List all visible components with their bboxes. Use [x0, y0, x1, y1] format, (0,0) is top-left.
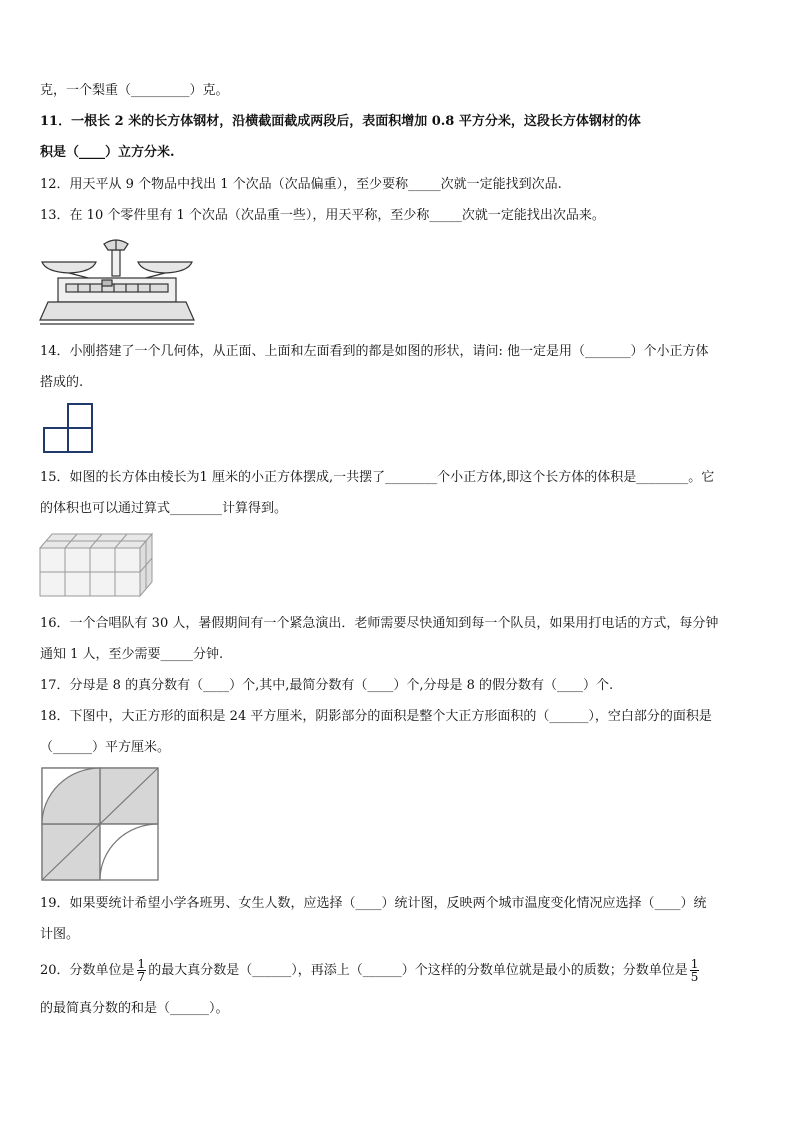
- question-14-line-2: 搭成的.: [40, 375, 84, 390]
- question-20-text-a: 20．分数单位是: [40, 963, 135, 978]
- question-18-line-1: 18．下图中，大正方形的面积是 24 平方厘米，阴影部分的面积是整个大正方形面积的（______），空白部分的面积是: [40, 709, 712, 724]
- fraction-numerator: 1: [137, 957, 146, 971]
- line-answer-pear: 克，一个梨重（_________）克。: [40, 83, 229, 98]
- question-13: 13．在 10 个零件里有 1 个次品（次品重一些），用天平称，至少称_____次就一定能找出次品来。: [40, 208, 605, 223]
- question-12: 12．用天平从 9 个物品中找出 1 个次品（次品偏重），至少要称_____次就一定能找到次品.: [40, 177, 562, 192]
- cuboid-figure: [38, 528, 154, 600]
- fraction-denominator: 5: [690, 970, 699, 984]
- shaded-square-figure: [40, 766, 160, 882]
- question-16-line-2: 通知 1 人，至少需要_____分钟.: [40, 647, 224, 662]
- question-15-line-1: 15．如图的长方体由棱长为1 厘米的小正方体摆成,一共摆了________个小正方体,即这个长方体的体积是________。它: [40, 470, 715, 485]
- fraction-numerator: 1: [690, 957, 699, 971]
- question-16-line-1: 16．一个合唱队有 30 人，暑假期间有一个紧急演出．老师需要尽快通知到每一个队员，如果用打电话的方式，每分钟: [40, 616, 719, 631]
- question-20-line-2: 的最简真分数的和是（______）。: [40, 1001, 229, 1016]
- fraction-one-fifth: [690, 958, 700, 983]
- question-17: 17．分母是 8 的真分数有（____）个,其中,最简分数有（____）个,分母是 8 的假分数有（____）个.: [40, 678, 614, 693]
- question-20-text-b: 的最大真分数是（______），再添上（______）个这样的分数单位就是最小的质数；分数单位是: [148, 963, 688, 978]
- question-20-line-1: [40, 958, 701, 983]
- question-18-line-2: （______）平方厘米。: [40, 740, 171, 755]
- balance-scale-figure: [38, 236, 196, 328]
- cube-view-figure: [42, 402, 96, 456]
- question-14-line-1: 14．小刚搭建了一个几何体，从正面、上面和左面看到的都是如图的形状，请问: 他一定是用（_______）个小正方体: [40, 344, 709, 359]
- fraction-one-seventh: [137, 958, 147, 983]
- question-11-line-2: 积是（____）立方分米.: [40, 145, 175, 160]
- fraction-denominator: 7: [137, 970, 146, 984]
- question-19-line-1: 19．如果要统计希望小学各班男、女生人数，应选择（____）统计图，反映两个城市温度变化情况应选择（____）统: [40, 896, 707, 911]
- question-15-line-2: 的体积也可以通过算式________计算得到。: [40, 501, 288, 516]
- question-19-line-2: 计图。: [40, 927, 80, 942]
- question-11-line-1: 11．一根长 2 米的长方体钢材，沿横截面截成两段后，表面积增加 0.8 平方分米，这段长方体钢材的体: [40, 114, 641, 129]
